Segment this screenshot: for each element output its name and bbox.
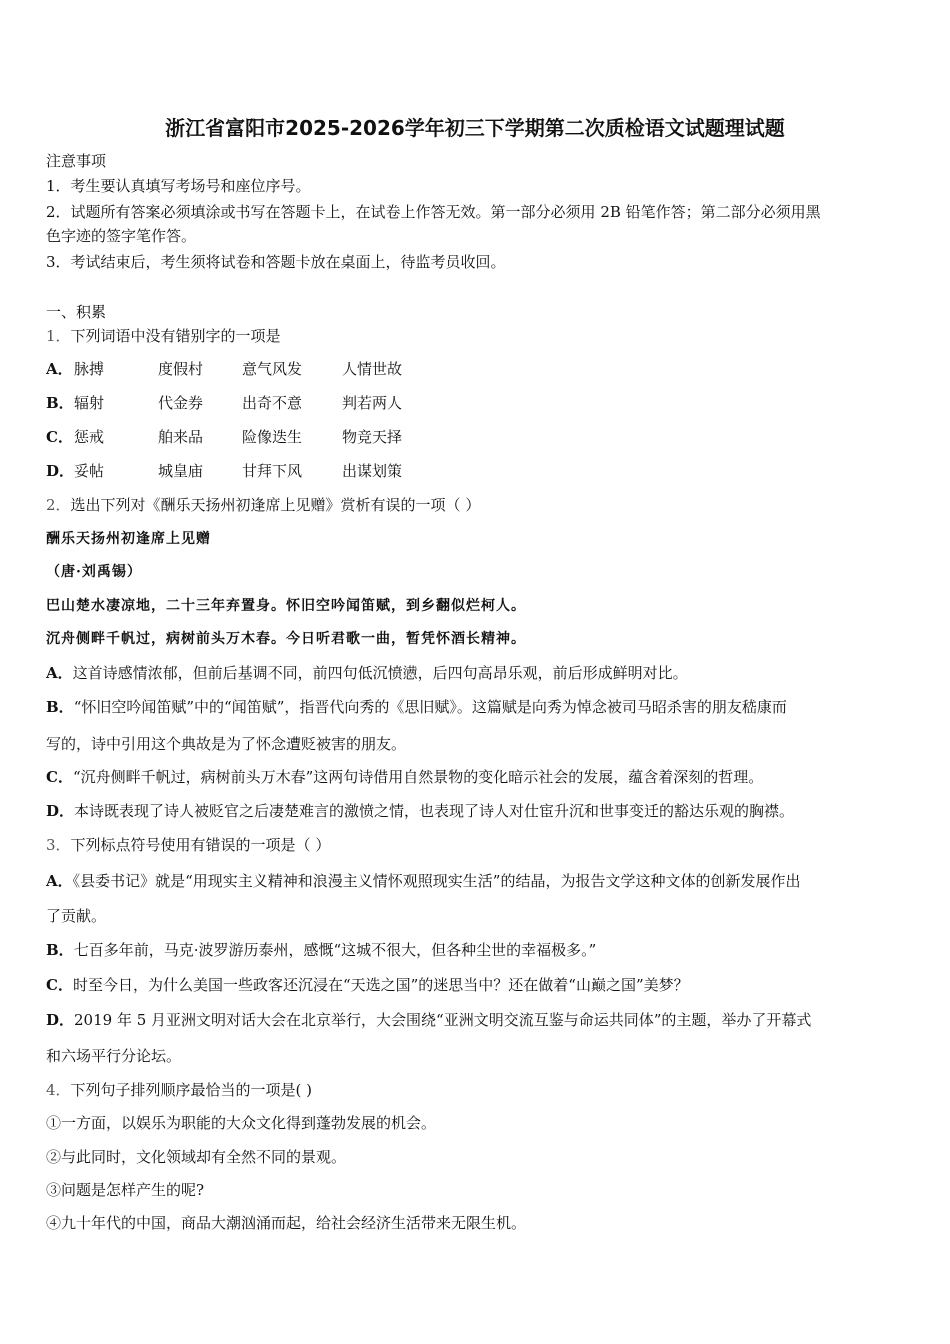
question-4-stem [46, 1080, 312, 1100]
option-label: A． [46, 360, 73, 378]
option-word: 妥帖 [74, 462, 105, 480]
section-heading: 一、积累 [46, 303, 107, 321]
q3-option-a [46, 871, 800, 891]
option-word: 城皇庙 [158, 462, 204, 480]
question-number: 4． [46, 1081, 71, 1099]
q4-sentence-3: ③问题是怎样产生的呢? [46, 1181, 205, 1199]
option-label: A． [46, 872, 73, 890]
option-label: A． [46, 664, 73, 682]
option-label: B． [46, 941, 74, 959]
poem-line-2: 沉舟侧畔千帆过，病树前头万木春。今日听君歌一曲，暂凭怀酒长精神。 [46, 631, 526, 647]
q2-option-b-cont: 写的，诗中引用这个典故是为了怀念遭贬被害的朋友。 [46, 735, 407, 753]
option-word: 物竞天择 [342, 428, 403, 446]
question-2-stem [46, 495, 480, 515]
q2-option-d [46, 801, 794, 821]
option-label: D． [46, 802, 75, 820]
option-word: 人情世故 [342, 360, 403, 378]
q3-option-d [46, 1010, 811, 1030]
option-word: 惩戒 [74, 428, 105, 446]
option-word: 辐射 [74, 394, 105, 412]
question-text: 下列句子排列顺序最恰当的一项是( ) [70, 1081, 313, 1099]
notice-item-2a: 2．试题所有答案必须填涂或书写在答题卡上，在试卷上作答无效。第一部分必须用 2B 铅笔作答；第二部分必须用黑 [46, 203, 821, 221]
option-word: 出谋划策 [342, 462, 403, 480]
q3-option-a-cont: 了贡献。 [46, 907, 107, 925]
option-label: C． [46, 428, 73, 446]
notice-item-2b: 色字迹的签字笔作答。 [46, 227, 197, 245]
notice-item-1: 1．考生要认真填写考场号和座位序号。 [46, 177, 311, 195]
q2-option-b [46, 697, 787, 717]
poem-author: （唐·刘禹锡） [46, 564, 142, 580]
question-text: 下列标点符号使用有错误的一项是（ ） [70, 836, 331, 854]
option-word: 度假村 [158, 360, 204, 378]
option-label: D． [46, 462, 75, 480]
poem-title: 酬乐天扬州初逢席上见赠 [46, 531, 211, 547]
option-text: 《县委书记》就是“用现实主义精神和浪漫主义情怀观照现实生活”的结晶，为报告文学这种文体的创新发展作出 [72, 872, 801, 890]
option-text: 这首诗感情浓郁，但前后基调不同，前四句低沉愤懑，后四句高昂乐观，前后形成鲜明对比。 [72, 664, 688, 682]
option-text: “沉舟侧畔千帆过，病树前头万木春”这两句诗借用自然景物的变化暗示社会的发展，蕴含着深刻的哲理。 [72, 768, 764, 786]
q2-option-a [46, 663, 688, 683]
q4-sentence-2: ②与此同时，文化领域却有全然不同的景观。 [46, 1148, 347, 1166]
option-word: 甘拜下风 [242, 462, 303, 480]
q1-option-c [46, 427, 426, 447]
option-word: 判若两人 [342, 394, 403, 412]
q1-option-b [46, 393, 426, 413]
q1-option-a [46, 359, 426, 379]
q1-option-d [46, 461, 426, 481]
q2-option-c [46, 767, 763, 787]
poem-line-1: 巴山楚水凄凉地，二十三年弃置身。怀旧空吟闻笛赋，到乡翻似烂柯人。 [46, 598, 526, 614]
option-word: 意气风发 [242, 360, 303, 378]
q4-sentence-1: ①一方面，以娱乐为职能的大众文化得到蓬勃发展的机会。 [46, 1114, 437, 1132]
notice-item-3: 3．考试结束后，考生须将试卷和答题卡放在桌面上，待监考员收回。 [46, 253, 506, 271]
option-label: D． [46, 1011, 75, 1029]
option-text: 2019 年 5 月亚洲文明对话大会在北京举行，大会围绕“亚洲文明交流互鉴与命运共同体”的主题，举办了开幕式 [74, 1011, 812, 1029]
page-title: 浙江省富阳市2025-2026学年初三下学期第二次质检语文试题理试题 [165, 116, 785, 140]
option-label: C． [46, 976, 73, 994]
option-word: 代金券 [158, 394, 204, 412]
notice-heading: 注意事项 [46, 152, 107, 170]
option-label: B． [46, 698, 74, 716]
question-3-stem [46, 835, 330, 855]
option-text: “怀旧空吟闻笛赋”中的“闻笛赋”，指晋代向秀的《思旧赋》。这篇赋是向秀为悼念被司马昭杀害的朋友嵇康而 [73, 698, 787, 716]
question-number: 1． [46, 327, 71, 345]
question-1-stem [46, 326, 281, 346]
option-text: 七百多年前，马克·波罗游历泰州，感慨“这城不很大，但各种尘世的幸福极多。” [73, 941, 597, 959]
option-text: 本诗既表现了诗人被贬官之后凄楚难言的激愤之情，也表现了诗人对仕宦升沉和世事变迁的豁达乐观的胸襟。 [74, 802, 795, 820]
option-word: 出奇不意 [242, 394, 303, 412]
q4-sentence-4: ④九十年代的中国，商品大潮汹涌而起，给社会经济生活带来无限生机。 [46, 1214, 527, 1232]
option-text: 时至今日，为什么美国一些政客还沉浸在“天选之国”的迷思当中？还在做着“山巅之国”美梦？ [72, 976, 689, 994]
option-word: 险像迭生 [242, 428, 303, 446]
q3-option-d-cont: 和六场平行分论坛。 [46, 1047, 182, 1065]
q3-option-c [46, 975, 689, 995]
option-label: B． [46, 394, 74, 412]
question-number: 2． [46, 496, 71, 514]
option-label: C． [46, 768, 73, 786]
question-text: 选出下列对《酬乐天扬州初逢席上见赠》赏析有误的一项（ ） [70, 496, 481, 514]
option-word: 脉搏 [74, 360, 105, 378]
q3-option-b [46, 940, 596, 960]
question-number: 3． [46, 836, 71, 854]
option-word: 舶来品 [158, 428, 204, 446]
question-text: 下列词语中没有错别字的一项是 [70, 327, 281, 345]
